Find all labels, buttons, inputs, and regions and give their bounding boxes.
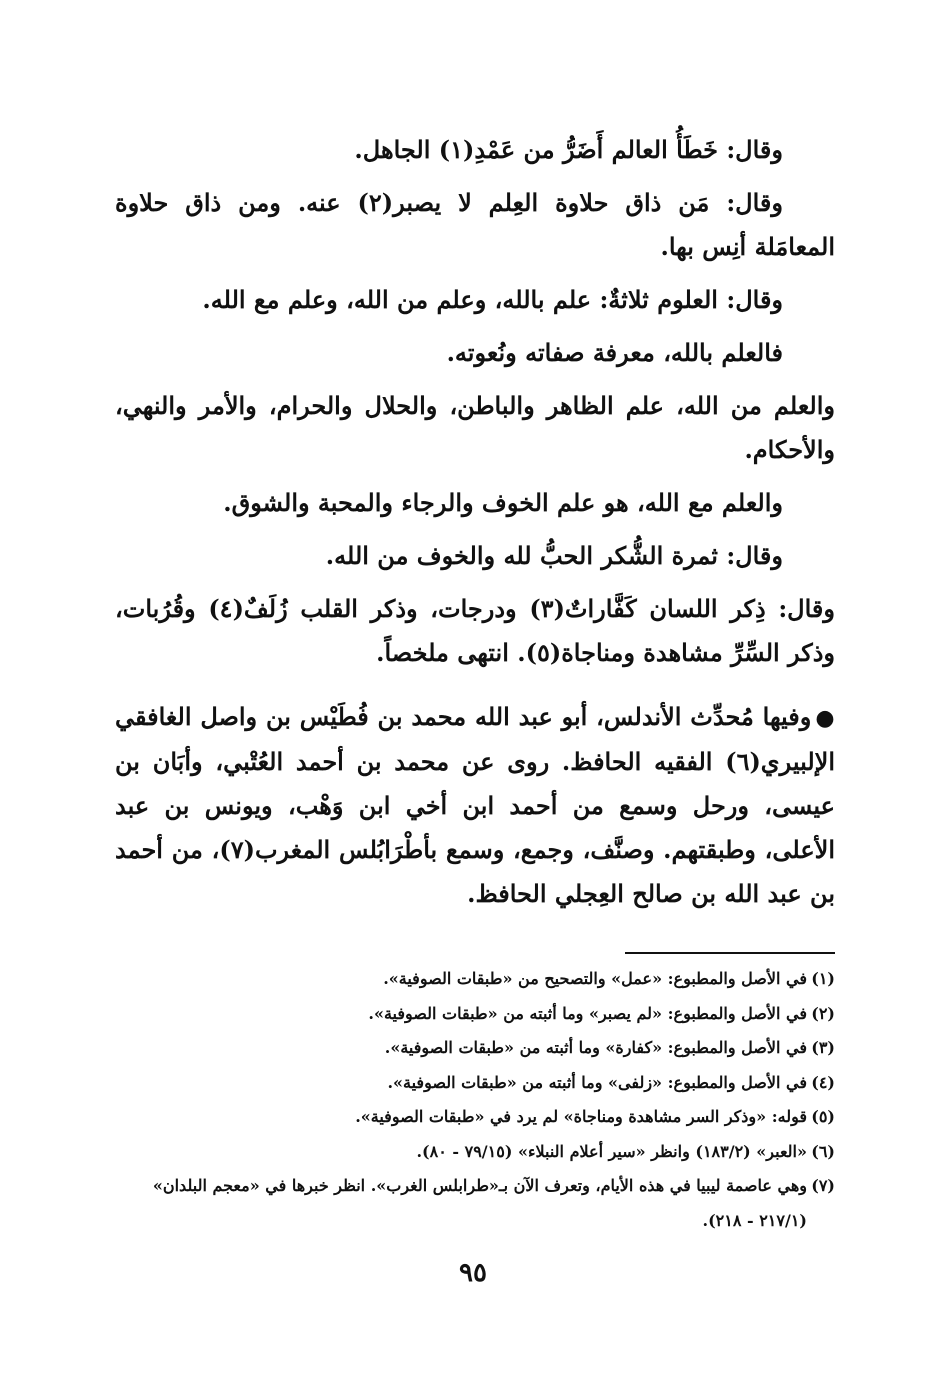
footnotes (115, 962, 835, 1238)
footnote-1 (115, 962, 835, 997)
footnote-2 (115, 997, 835, 1032)
paragraph-sweetness-of-knowledge: وقال: مَن ذاق حلاوة العِلم لا يصبر(٢) عنه. ومن ذاق حلاوة المعامَلة أنِس بها. (115, 188, 835, 261)
footnote-number: (١) (811, 969, 835, 988)
footnote-6 (115, 1135, 835, 1170)
paragraph-knowledge-of-god: فالعلم بالله، معرفة صفاته ونُعوته. (446, 338, 783, 367)
paragraph-fruit-of-gratitude: وقال: ثمرة الشُّكر الحبُّ لله والخوف من الله. (325, 541, 783, 570)
footnote-text: في الأصل والمطبوع: «لم يصبر» وما أثبته من «طبقات الصوفية». (368, 1003, 807, 1023)
footnote-text: في الأصل والمطبوع: «كفارة» وما أثبته من «طبقات الصوفية». (384, 1038, 807, 1057)
paragraph-knowledge-from-god: والعلم من الله، علم الظاهر والباطن، والحلال والحرام، والأمر والنهي، والأحكام. (115, 391, 835, 464)
page-number: ٩٥ (459, 1258, 487, 1288)
bullet-icon: ● (815, 705, 835, 731)
footnote-4 (115, 1066, 835, 1101)
paragraph-dhikr: وقال: ذِكر اللسان كَفَّاراتٌ(٣) ودرجات، وذكر القلب زُلَفٌ(٤) وقُرُبات، وذكر السِّرِّ مشاهدة ومناجاة(٥). انتهى ملخصاً. (115, 594, 835, 667)
footnote-text: في الأصل والمطبوع: «زلفى» وما أثبته من «طبقات الصوفية». (387, 1072, 807, 1092)
footnote-number: (٤) (811, 1072, 835, 1092)
footnote-7 (115, 1169, 835, 1238)
footnote-text: في الأصل والمطبوع: «عمل» والتصحيح من «طبقات الصوفية». (383, 969, 807, 988)
main-text (115, 128, 835, 925)
paragraph-error-of-scholar: وقال: خَطَأُ العالم أَضَرُّ من عَمْدِ(١) الجاهل. (354, 135, 783, 164)
biography-paragraph (115, 695, 835, 916)
footnote-3 (115, 1031, 835, 1066)
paragraph-three-sciences: وقال: العلوم ثلاثةٌ: علم بالله، وعلم من الله، وعلم مع الله. (202, 285, 783, 314)
footnote-divider (625, 952, 835, 954)
biography-text: وفيها مُحدِّث الأندلس، أبو عبد الله محمد بن فُطَيْس بن واصل الغافقي الإلبيري(٦) الفقيه الحافظ. روى عن محمد بن أحمد العُتْبي، وأبَان بن عيسى، ورحل وسمع من أحمد ابن أخي ابن وَهْب، ويونس بن عبد الأعلى، وطبقتهم. وصنَّف، وجمع، وسمع بأطْرَابُلس المغرب(٧)، من أحمد بن عبد الله بن صالح العِجلي الحافظ. (115, 702, 835, 908)
footnote-text: قوله: «وذكر السر مشاهدة ومناجاة» لم يرد في «طبقات الصوفية». (355, 1107, 807, 1126)
footnote-number: (٧) (811, 1176, 835, 1195)
footnote-number: (٣) (811, 1038, 835, 1057)
footnote-number: (٥) (811, 1107, 835, 1126)
footnote-5 (115, 1100, 835, 1135)
footnote-number: (٢) (811, 1003, 835, 1023)
footnote-text: «العبر» (١٨٣/٢) وانظر «سير أعلام النبلاء» (٧٩/١٥ - ٨٠). (416, 1141, 807, 1161)
paragraph-knowledge-with-god: والعلم مع الله، هو علم الخوف والرجاء والمحبة والشوق. (223, 488, 783, 517)
footnote-number: (٦) (811, 1141, 835, 1161)
footnote-text: وهي عاصمة ليبيا في هذه الأيام، وتعرف الآن بـ«طرابلس الغرب». انظر خبرها في «معجم البلدان» (٢١٧/١ - ٢١٨). (152, 1176, 807, 1230)
